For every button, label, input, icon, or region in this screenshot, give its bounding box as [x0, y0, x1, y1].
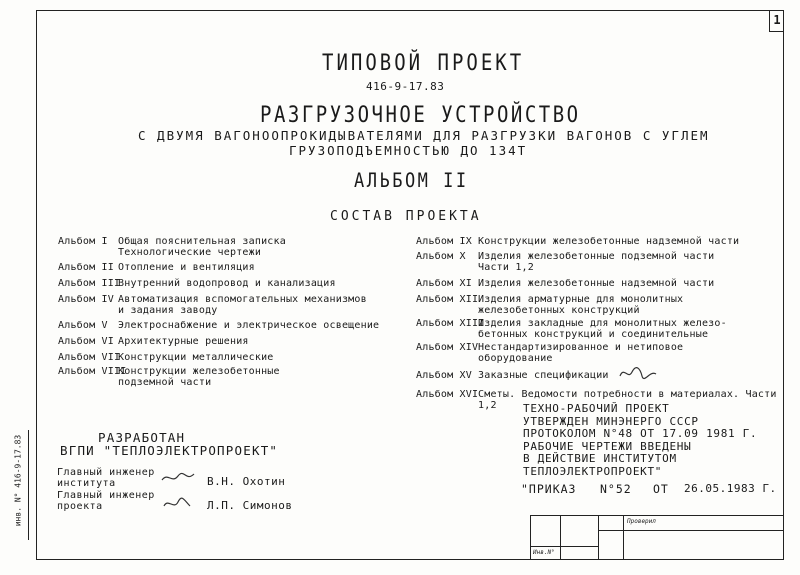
signature-scribble [618, 364, 660, 382]
album-number: Альбом XVI [416, 389, 479, 400]
role1-line2: института [57, 478, 116, 489]
album-number: Альбом VIII [58, 366, 127, 377]
order-label: "ПРИКАЗ [521, 482, 577, 496]
order-date: 26.05.1983 Г. [684, 482, 777, 495]
list-item [416, 318, 727, 340]
stamp-divider [623, 516, 624, 559]
album-description: Отопление и вентиляция [118, 262, 255, 273]
subtitle-line-2: ГРУЗОПОДЪЕМНОСТЬЮ ДО 134Т [289, 143, 528, 158]
album-description: Внутренний водопровод и канализация [118, 278, 336, 289]
approval-line: ТЕПЛОЭЛЕКТРОПРОЕКТ" [523, 464, 663, 478]
album-description: Изделия железобетонные подземной части Части 1,2 [478, 251, 715, 273]
document-title: ТИПОВОЙ ПРОЕКТ [322, 50, 525, 76]
album-description: Архитектурные решения [118, 336, 249, 347]
list-item [416, 251, 714, 273]
approval-line: РАБОЧИЕ ЧЕРТЕЖИ ВВЕДЕНЫ [523, 439, 692, 453]
list-item [58, 262, 255, 273]
developer-org: ВГПИ "ТЕПЛОЭЛЕКТРОПРОЕКТ" [60, 443, 279, 458]
stamp-table [598, 515, 784, 560]
list-item [58, 352, 274, 363]
album-number: Альбом VII [58, 352, 121, 363]
album-number: Альбом X [416, 251, 466, 262]
role1-name: В.Н. Охотин [207, 475, 286, 488]
list-item [58, 294, 367, 316]
list-item [58, 366, 280, 388]
sheet-number: 1 [769, 10, 784, 32]
album-number: Альбом III [58, 278, 121, 289]
stamp-divider [560, 515, 561, 560]
order-from: ОТ [653, 482, 669, 496]
album-number: Альбом VI [58, 336, 114, 347]
stamp-divider [530, 546, 598, 547]
stamp-inv: Инв.N° [533, 549, 555, 556]
album-description: Конструкции железобетонные надземной части [478, 236, 740, 247]
album-description: Нестандартизированное и нетиповое оборудование [478, 342, 684, 364]
list-item [416, 278, 714, 289]
developer-label: РАЗРАБОТАН [98, 430, 186, 445]
approval-block [523, 403, 757, 478]
approval-line: ПРОТОКОЛОМ N°48 ОТ 17.09 1981 Г. [523, 427, 758, 440]
list-item [416, 370, 609, 381]
list-item [416, 236, 739, 247]
album-number: Альбом XII [416, 294, 479, 305]
album-description: Электроснабжение и электрическое освещение [118, 320, 380, 331]
composition-title: СОСТАВ ПРОЕКТА [330, 209, 482, 224]
device-title: РАЗГРУЗОЧНОЕ УСТРОЙСТВО [260, 102, 581, 128]
list-item [58, 236, 286, 258]
side-note-text: инв. N° 416-9-17.83 [13, 434, 23, 527]
stamp-divider [599, 530, 783, 531]
subtitle-line-1: С ДВУМЯ ВАГОНООПРОКИДЫВАТЕЛЯМИ ДЛЯ РАЗГРУЗКИ ВАГОНОВ С УГЛЕМ [138, 128, 710, 143]
album-number: Альбом XI [416, 278, 472, 289]
role2-line1: Главный инженер [57, 490, 155, 501]
role2-name: Л.П. Симонов [207, 499, 293, 512]
album-number: Альбом IX [416, 236, 472, 247]
album-number: Альбом IV [58, 294, 114, 305]
role1-line1: Главный инженер [57, 467, 155, 478]
album-description: Конструкции металлические [118, 352, 274, 363]
album-title: АЛЬБОМ II [354, 169, 469, 193]
approval-line: ТЕХНО-РАБОЧИЙ ПРОЕКТ [523, 402, 670, 415]
signature-simonov [162, 496, 192, 512]
album-number: Альбом II [58, 262, 114, 273]
list-item [58, 278, 336, 289]
signature-ohotin [160, 470, 196, 486]
album-description: Изделия закладные для монолитных железо- бетонных конструкций и соединительные [478, 318, 727, 340]
order-number: N°52 [600, 482, 632, 496]
album-number: Альбом XIII [416, 318, 485, 329]
list-item [416, 342, 683, 364]
album-number: Альбом V [58, 320, 108, 331]
album-number: Альбом XIV [416, 342, 479, 353]
approval-line: В ДЕЙСТВИЕ ИНСТИТУТОМ [523, 452, 677, 465]
album-description: Сметы. Ведомости потребности в материалах. Части 1,2 [478, 389, 777, 411]
project-code: 416-9-17.83 [366, 80, 445, 93]
album-description: Конструкции железобетонные подземной части [118, 366, 280, 388]
role2-line2: проекта [57, 501, 103, 512]
side-inventory-note [6, 436, 22, 526]
side-divider [28, 430, 29, 540]
album-description: Общая пояснительная записка Технологические чертежи [118, 236, 286, 258]
approval-line: УТВЕРЖДЕН МИНЭНЕРГО СССР [523, 414, 699, 428]
list-item [58, 320, 379, 331]
album-number: Альбом XV [416, 370, 472, 381]
album-description: Изделия железобетонные надземной части [478, 278, 715, 289]
list-item [416, 294, 683, 316]
album-number: Альбом I [58, 236, 108, 247]
album-description: Автоматизация вспомогательных механизмов и задания заводу [118, 294, 367, 316]
album-description: Изделия арматурные для монолитных железобетонных конструкций [478, 294, 684, 316]
stamp-checked: Проверил [627, 518, 656, 525]
album-description: Заказные спецификации [478, 370, 609, 381]
list-item [58, 336, 249, 347]
